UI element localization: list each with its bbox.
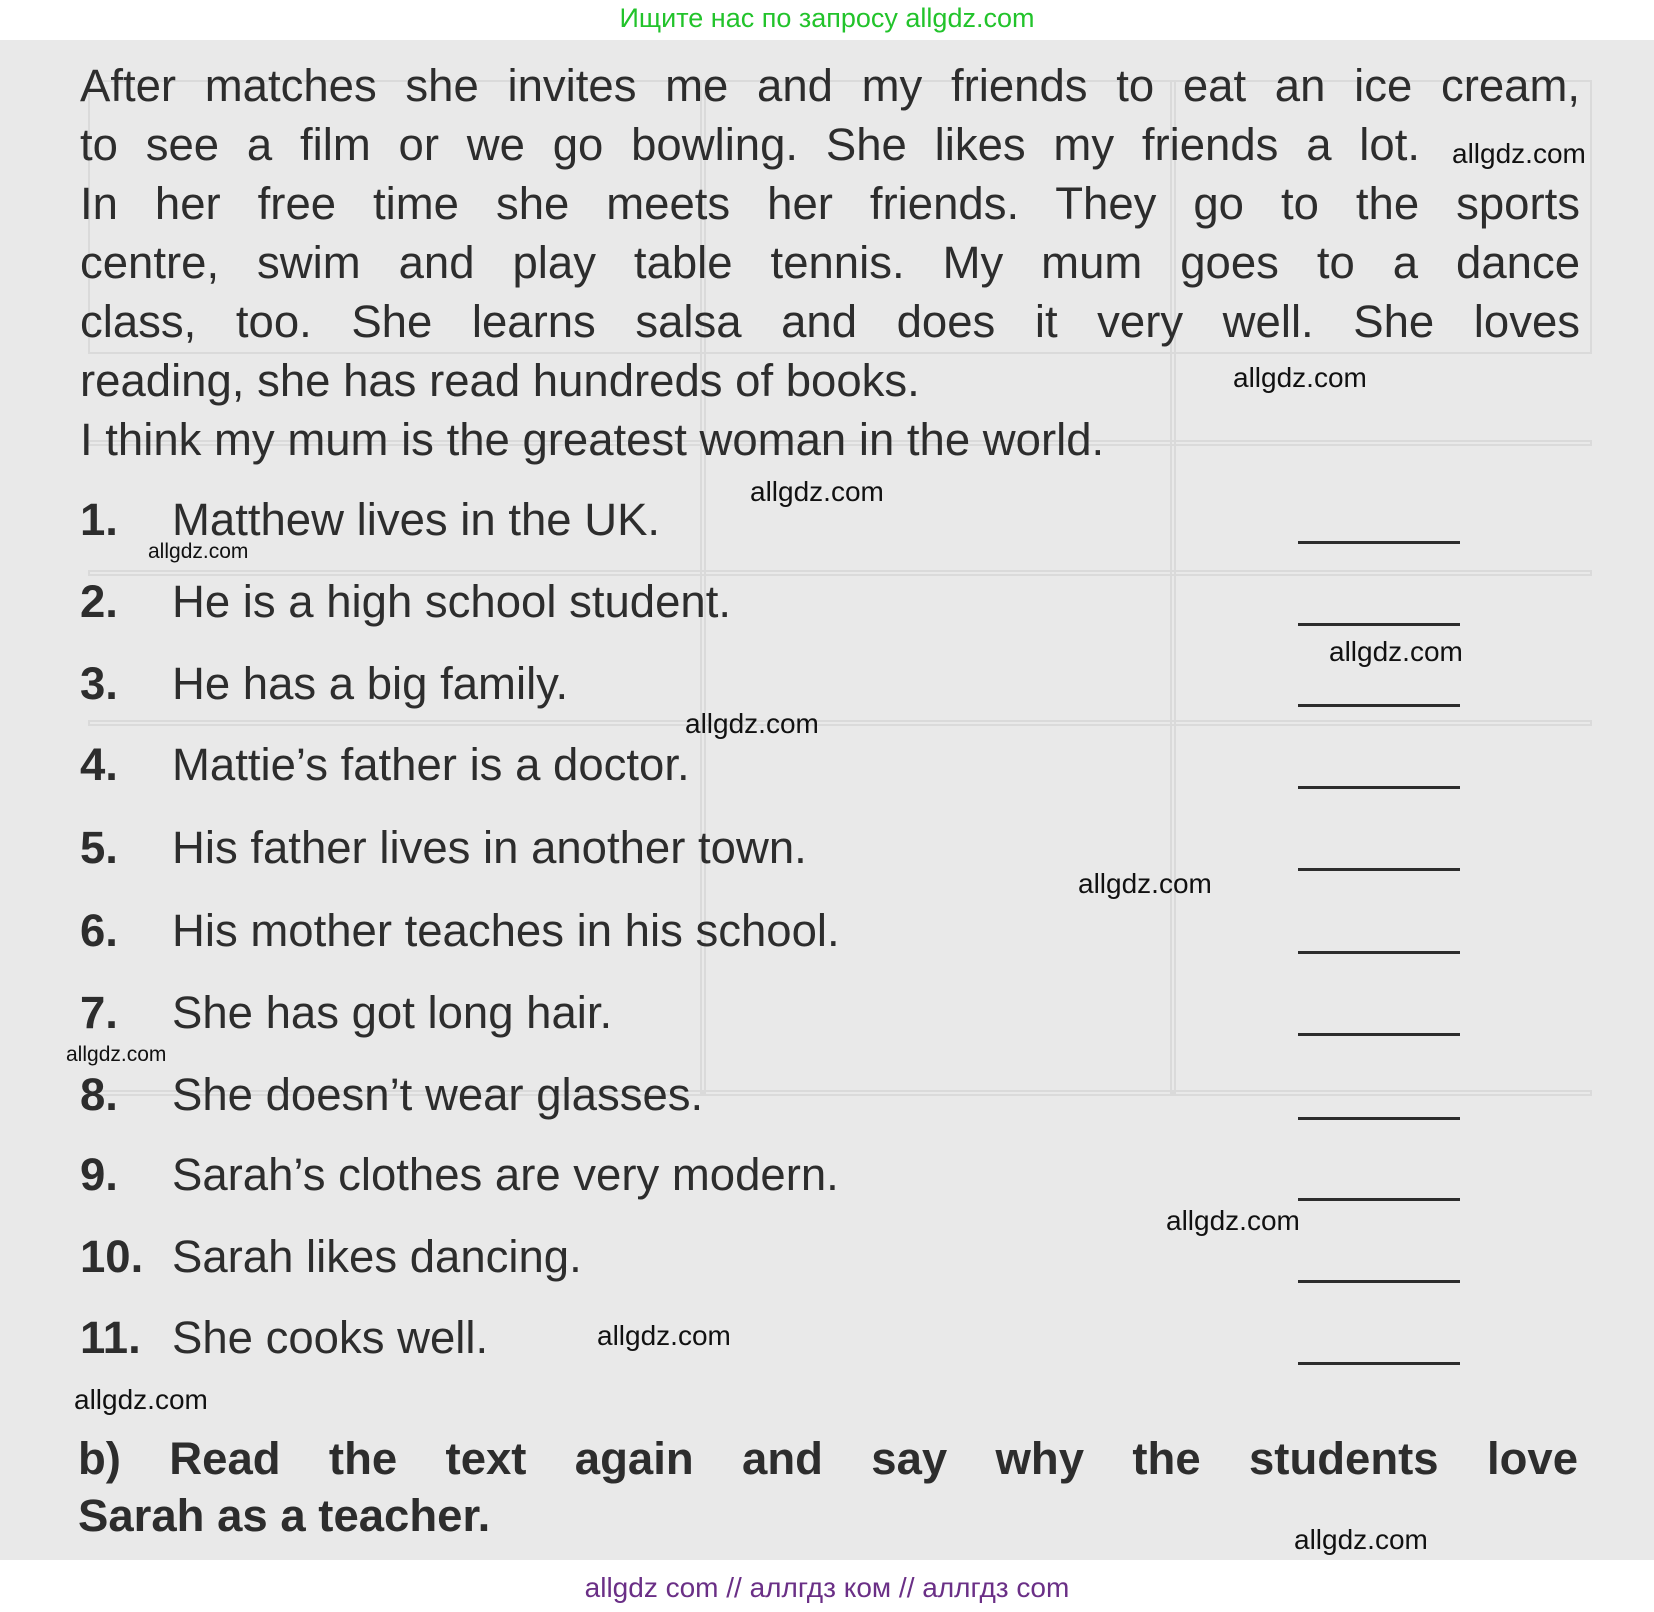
watermark: allgdz.com — [1166, 1205, 1300, 1236]
passage-line: centre, swim and play table tennis. My mum goes to a dance — [80, 237, 1580, 288]
statement-number: 8. — [80, 1069, 118, 1120]
answer-blank[interactable] — [1298, 1117, 1460, 1120]
watermark: allgdz.com — [597, 1320, 731, 1351]
answer-blank[interactable] — [1298, 1033, 1460, 1036]
statement-text: Sarah likes dancing. — [172, 1231, 582, 1282]
statement-text: Sarah’s clothes are very modern. — [172, 1149, 839, 1200]
watermark: allgdz.com — [1233, 362, 1367, 393]
statement-text: She cooks well. — [172, 1312, 489, 1363]
statement-number: 1. — [80, 494, 118, 545]
passage-line: I think my mum is the greatest woman in the world. — [80, 414, 1105, 465]
passage-line: In her free time she meets her friends. They go to the sports — [80, 178, 1580, 229]
statement-number: 5. — [80, 822, 118, 873]
passage-line: reading, she has read hundreds of books. — [80, 355, 920, 406]
statement-item — [80, 1227, 1580, 1287]
watermark: allgdz.com — [1294, 1524, 1428, 1555]
statement-item — [80, 1145, 1580, 1205]
watermark: allgdz.com — [1078, 868, 1212, 899]
answer-blank[interactable] — [1298, 1280, 1460, 1283]
statement-number: 3. — [80, 658, 118, 709]
passage-line: After matches she invites me and my friends to eat an ice cream, — [80, 60, 1580, 111]
statement-text: His father lives in another town. — [172, 822, 807, 873]
reading-passage — [80, 56, 1580, 469]
statement-number: 11. — [80, 1312, 141, 1363]
footer-watermark: allgdz com // аллгдз ком // аллгдз com — [0, 1568, 1654, 1612]
top-banner: Ищите нас по запросу allgdz.com — [619, 3, 1035, 33]
statement-number: 6. — [80, 905, 118, 956]
answer-blank[interactable] — [1298, 541, 1460, 544]
answer-blank[interactable] — [1298, 1362, 1460, 1365]
statement-number: 9. — [80, 1149, 118, 1200]
answer-blank[interactable] — [1298, 1198, 1460, 1201]
answer-blank[interactable] — [1298, 786, 1460, 789]
statement-number: 7. — [80, 987, 118, 1038]
answer-blank[interactable] — [1298, 951, 1460, 954]
answer-blank[interactable] — [1298, 868, 1460, 871]
statement-text: Matthew lives in the UK. — [172, 494, 661, 545]
watermark: allgdz.com — [685, 708, 819, 739]
passage-line: to see a film or we go bowling. She likes my friends a lot. — [80, 119, 1420, 170]
task-b-line: Sarah as a teacher. — [78, 1490, 491, 1541]
statement-number: 10. — [80, 1231, 144, 1282]
answer-blank[interactable] — [1298, 704, 1460, 707]
task-b-line: b) Read the text again and say why the students love — [78, 1433, 1578, 1484]
watermark: allgdz.com — [1329, 636, 1463, 667]
watermark: allgdz.com — [750, 476, 884, 507]
show-through-rule — [88, 720, 1592, 726]
statement-text: She has got long hair. — [172, 987, 613, 1038]
statement-item — [80, 1308, 1580, 1368]
statement-number: 2. — [80, 576, 118, 627]
statement-number: 4. — [80, 739, 118, 790]
statement-item — [80, 1065, 1580, 1125]
statement-text: She doesn’t wear glasses. — [172, 1069, 704, 1120]
statement-text: He has a big family. — [172, 658, 569, 709]
passage-line: class, too. She learns salsa and does it very well. She loves — [80, 296, 1580, 347]
statement-text: Mattie’s father is a doctor. — [172, 739, 690, 790]
watermark: allgdz.com — [1452, 138, 1586, 169]
watermark: allgdz.com — [74, 1384, 208, 1415]
statement-text: He is a high school student. — [172, 576, 731, 627]
statement-text: His mother teaches in his school. — [172, 905, 840, 956]
watermark: allgdz.com — [66, 1043, 167, 1066]
answer-blank[interactable] — [1298, 623, 1460, 626]
watermark: allgdz.com — [148, 540, 249, 563]
